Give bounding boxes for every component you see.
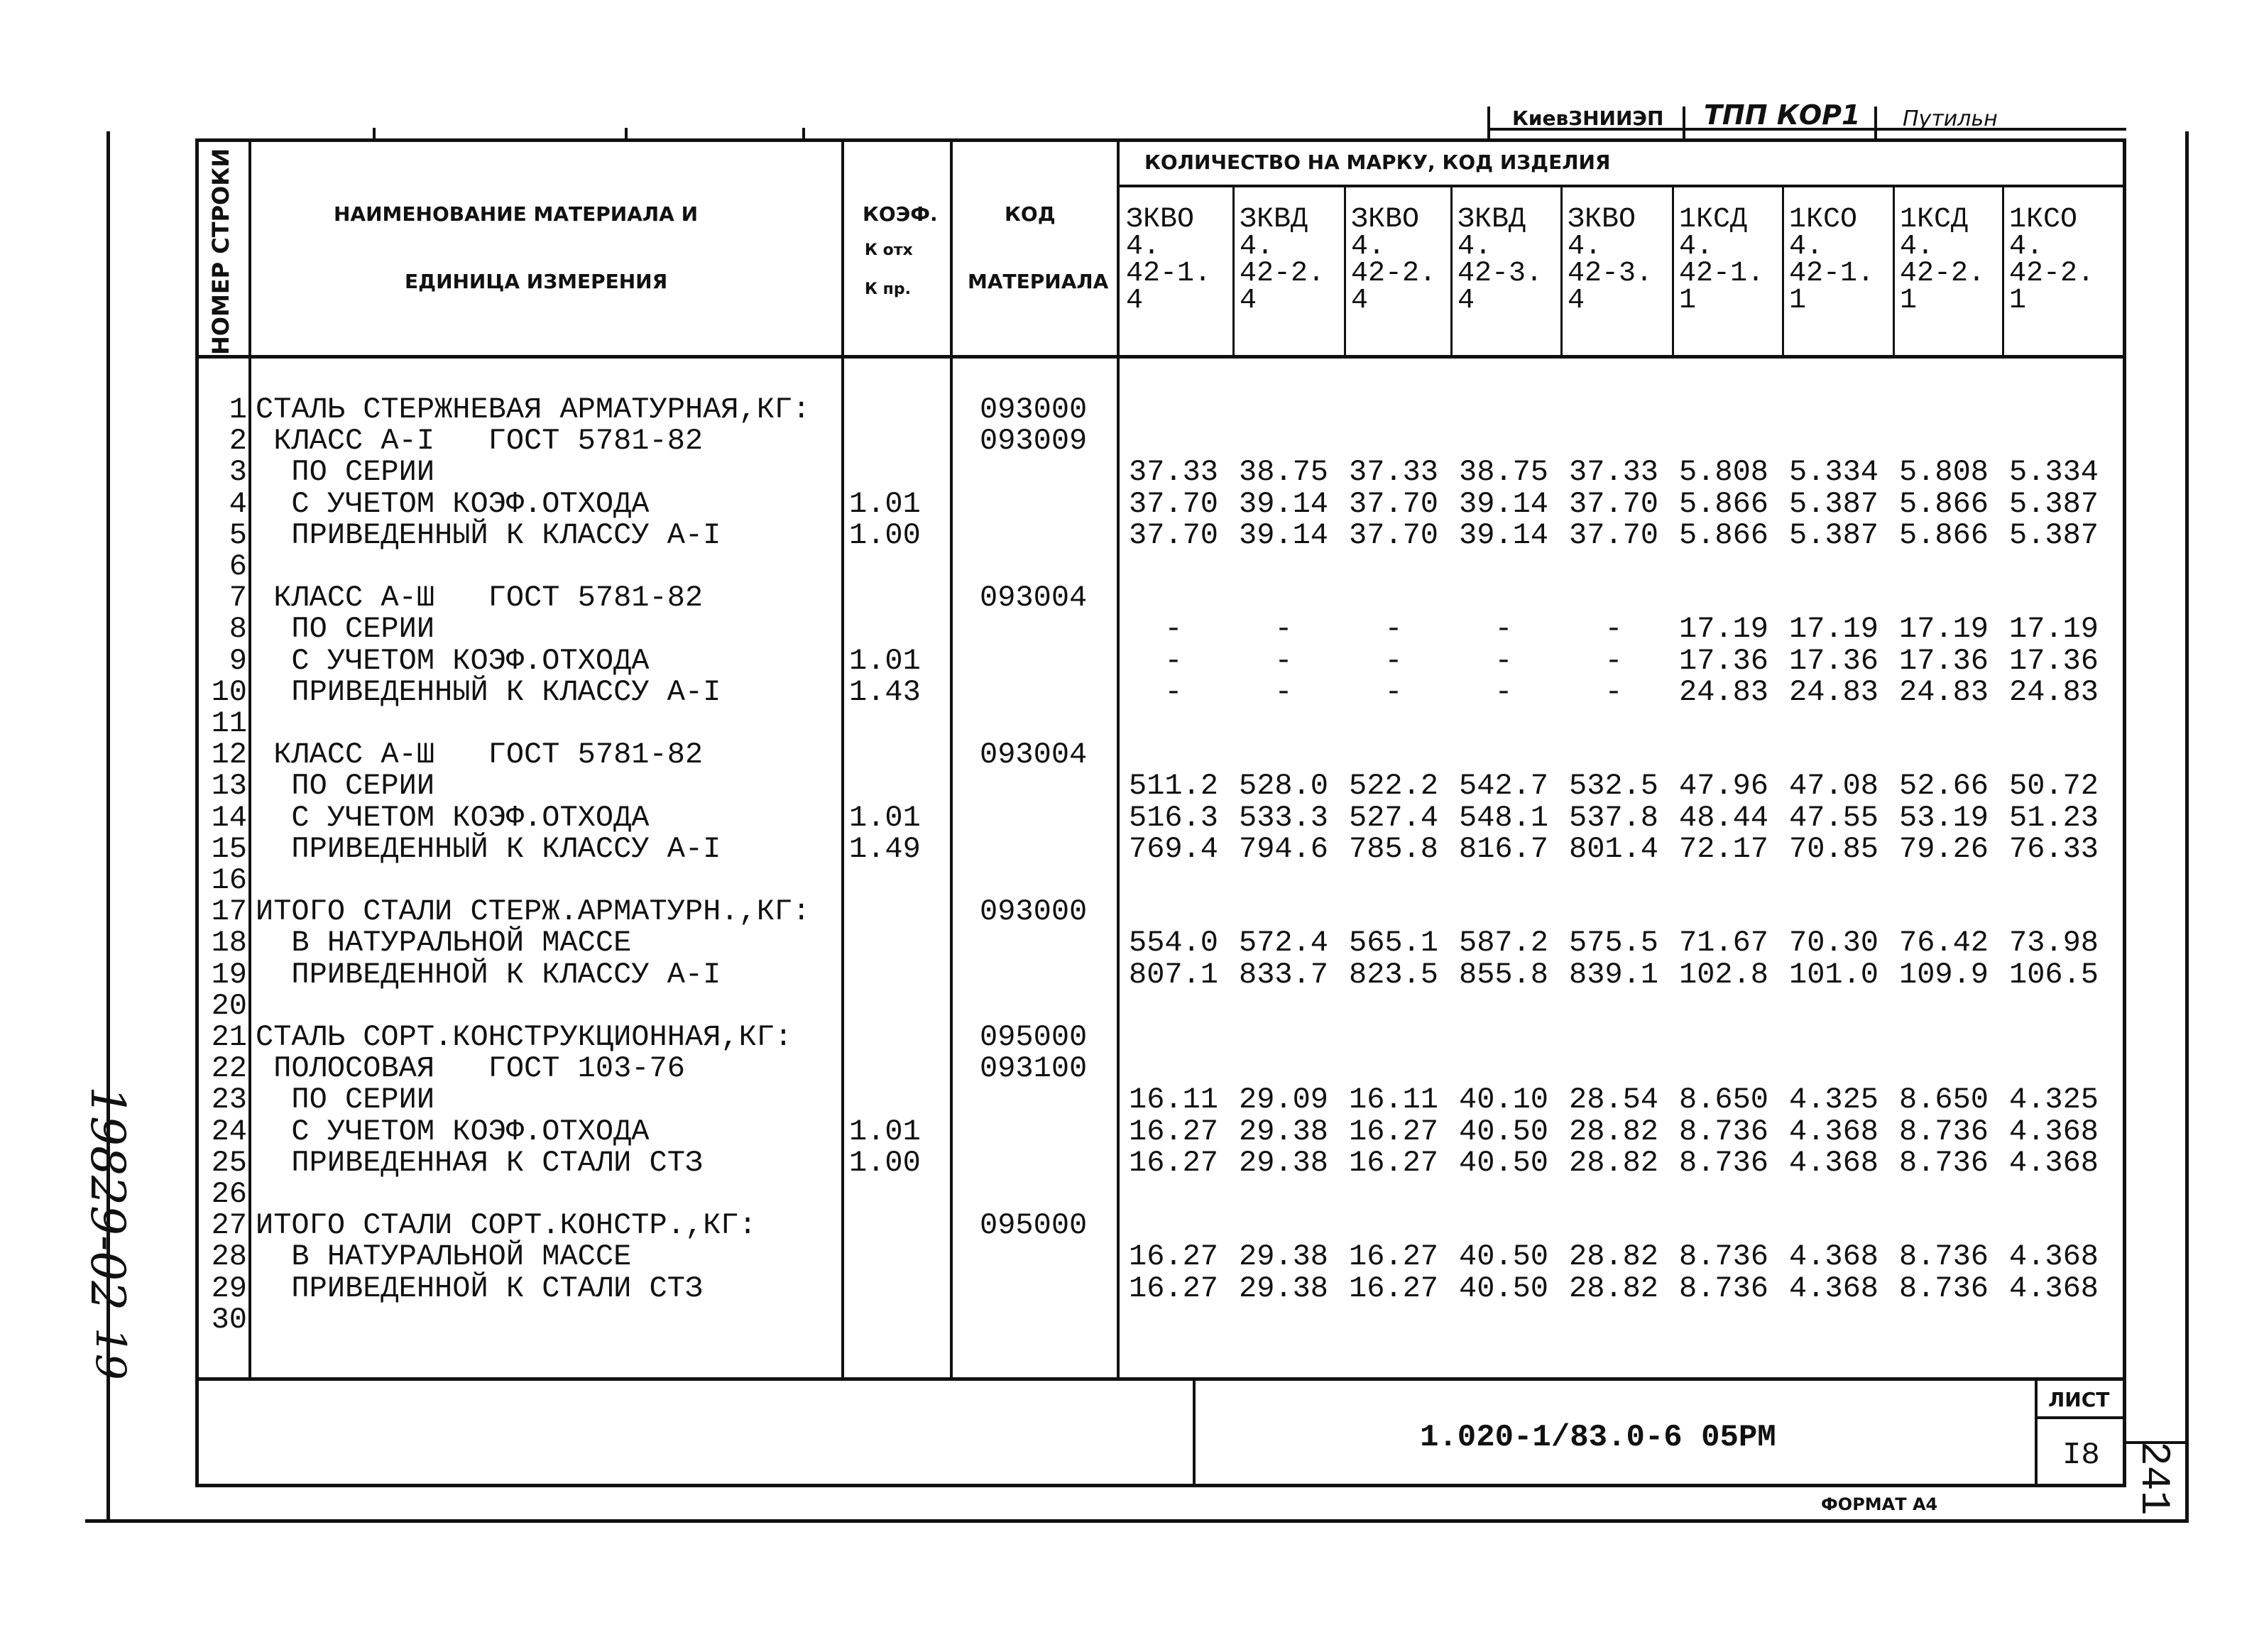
- row-number: 17: [211, 895, 247, 929]
- row-value: -: [1274, 644, 1293, 678]
- row-value: 37.70: [1568, 518, 1659, 552]
- row-number: 6: [229, 549, 247, 584]
- row-value: 17.19: [1788, 612, 1879, 646]
- row-value: 40.50: [1458, 1240, 1549, 1274]
- row-value: 40.50: [1458, 1271, 1549, 1306]
- row-value: 807.1: [1128, 958, 1219, 992]
- row-number: 1: [229, 393, 247, 427]
- row-value: 106.5: [2008, 958, 2099, 992]
- row-value: 8.736: [1898, 1115, 1989, 1149]
- row-coef: 1.01: [849, 1115, 921, 1149]
- row-material-code: 093000: [980, 895, 1088, 929]
- row-value: 8.736: [1898, 1240, 1989, 1274]
- header-code-line1: КОД: [1005, 202, 1056, 226]
- column-header-line: 4.: [2009, 231, 2044, 263]
- row-value: 39.14: [1458, 518, 1549, 552]
- row-value: 29.09: [1238, 1083, 1329, 1117]
- row-value: 101.0: [1788, 958, 1879, 992]
- row-material-code: 093000: [980, 393, 1088, 427]
- row-value: 816.7: [1458, 832, 1549, 866]
- row-coef: 1.00: [849, 518, 921, 552]
- row-value: 16.27: [1348, 1240, 1439, 1274]
- row-number: 30: [211, 1303, 247, 1337]
- row-number: 28: [211, 1240, 247, 1274]
- row-number: 24: [211, 1115, 247, 1149]
- row-value: -: [1384, 675, 1403, 709]
- row-value: -: [1164, 612, 1183, 646]
- row-label: В НАТУРАЛЬНОЙ МАССЕ: [256, 1240, 632, 1274]
- row-number: 2: [229, 424, 247, 458]
- column-header-line: 42-1.: [1789, 258, 1875, 290]
- row-number: 25: [211, 1146, 247, 1180]
- column-header-line: 4: [1458, 285, 1475, 317]
- row-value: 823.5: [1348, 958, 1439, 992]
- row-value: 565.1: [1348, 926, 1439, 960]
- header-name-line2: ЕДИНИЦА ИЗМЕРЕНИЯ: [405, 270, 668, 293]
- row-value: 5.334: [2008, 455, 2099, 489]
- row-value: 102.8: [1678, 958, 1769, 992]
- row-value: 5.866: [1678, 518, 1769, 552]
- row-value: 37.70: [1568, 487, 1659, 521]
- handwritten-page: 19: [87, 1328, 135, 1380]
- row-value: 16.27: [1128, 1146, 1219, 1180]
- row-value: 47.55: [1788, 801, 1879, 835]
- row-value: -: [1604, 644, 1623, 678]
- header-coef-line2: К отх: [865, 241, 913, 259]
- column-header-line: 4.: [1126, 231, 1161, 263]
- row-value: 4.368: [1788, 1115, 1879, 1149]
- row-label: ИТОГО СТАЛИ СОРТ.КОНСТР.,КГ:: [256, 1208, 757, 1242]
- row-value: -: [1494, 612, 1513, 646]
- header-code-line2: МАТЕРИАЛА: [968, 270, 1109, 293]
- row-value: 5.387: [2008, 518, 2099, 552]
- column-header-line: 42-1.: [1126, 258, 1212, 290]
- row-value: 16.27: [1348, 1146, 1439, 1180]
- row-label: С УЧЕТОМ КОЭФ.ОТХОДА: [256, 487, 650, 521]
- row-label: ПО СЕРИИ: [256, 455, 435, 489]
- column-header-line: 42-3.: [1458, 258, 1543, 290]
- header-row-number: НОМЕР СТРОКИ: [207, 148, 234, 355]
- row-coef: 1.43: [849, 675, 921, 709]
- row-label: СТАЛЬ СТЕРЖНЕВАЯ АРМАТУРНАЯ,КГ:: [256, 393, 811, 427]
- row-value: 16.27: [1128, 1115, 1219, 1149]
- column-header-line: 4: [1568, 285, 1585, 317]
- row-number: 13: [211, 769, 247, 803]
- column-header-line: 4: [1126, 285, 1144, 317]
- side-number: 241: [2130, 1441, 2176, 1516]
- row-value: 511.2: [1128, 769, 1219, 803]
- column-header-line: 4: [1240, 285, 1257, 317]
- row-number: 26: [211, 1177, 247, 1211]
- row-label: ПРИВЕДЕННЫЙ К КЛАССУ А-I: [256, 675, 721, 709]
- row-value: 29.38: [1238, 1146, 1329, 1180]
- row-label: ПО СЕРИИ: [256, 769, 435, 803]
- row-value: 8.736: [1898, 1271, 1989, 1306]
- column-header-line: 1: [1789, 285, 1807, 317]
- row-value: 4.368: [1788, 1240, 1879, 1274]
- row-label: С УЧЕТОМ КОЭФ.ОТХОДА: [256, 1115, 650, 1149]
- row-number: 4: [229, 487, 247, 521]
- row-coef: 1.49: [849, 832, 921, 866]
- row-value: 37.70: [1348, 518, 1439, 552]
- column-header-line: ЗКВО: [1568, 204, 1636, 236]
- row-value: 37.33: [1568, 455, 1659, 489]
- doc-code: 1.020-1/83.0-6 05РМ: [1420, 1420, 1776, 1455]
- row-value: 39.14: [1458, 487, 1549, 521]
- column-header-line: 1КСО: [2009, 204, 2078, 236]
- row-material-code: 093004: [980, 738, 1088, 772]
- header-coef-line1: КОЭФ.: [863, 202, 938, 226]
- row-material-code: 093100: [980, 1051, 1088, 1085]
- row-value: 53.19: [1898, 801, 1989, 835]
- row-value: 17.36: [1788, 644, 1879, 678]
- row-value: 24.83: [1788, 675, 1879, 709]
- stamp-sign: Путильн: [1903, 106, 1998, 131]
- row-value: 17.19: [2008, 612, 2099, 646]
- column-header-line: 4.: [1568, 231, 1602, 263]
- stamp-org: КиевЗНИИЭП: [1512, 106, 1664, 130]
- row-number: 20: [211, 989, 247, 1023]
- row-label: КЛАСС А-Ш ГОСТ 5781-82: [256, 581, 704, 615]
- row-value: 40.50: [1458, 1146, 1549, 1180]
- row-value: 4.368: [2008, 1115, 2099, 1149]
- row-value: -: [1384, 612, 1403, 646]
- row-value: 47.08: [1788, 769, 1879, 803]
- row-value: 17.19: [1678, 612, 1769, 646]
- row-label: ПО СЕРИИ: [256, 612, 435, 646]
- row-material-code: 095000: [980, 1020, 1088, 1054]
- row-label: С УЧЕТОМ КОЭФ.ОТХОДА: [256, 801, 650, 835]
- stamp-marks: ТПП КОР1: [1704, 99, 1861, 131]
- row-value: 16.27: [1128, 1240, 1219, 1274]
- row-number: 19: [211, 958, 247, 992]
- row-value: 801.4: [1568, 832, 1659, 866]
- row-number: 21: [211, 1020, 247, 1054]
- row-value: 785.8: [1348, 832, 1439, 866]
- sheet-number: I8: [2062, 1438, 2100, 1473]
- row-material-code: 093004: [980, 581, 1088, 615]
- row-value: 16.27: [1348, 1115, 1439, 1149]
- row-value: 17.36: [1678, 644, 1769, 678]
- column-header-line: 42-2.: [2009, 258, 2095, 290]
- row-value: 8.650: [1678, 1083, 1769, 1117]
- row-value: 8.736: [1678, 1146, 1769, 1180]
- column-header-line: 42-2.: [1900, 258, 1986, 290]
- row-value: 587.2: [1458, 926, 1549, 960]
- row-value: 48.44: [1678, 801, 1769, 835]
- row-value: 839.1: [1568, 958, 1659, 992]
- row-value: 40.10: [1458, 1083, 1549, 1117]
- row-value: 50.72: [2008, 769, 2099, 803]
- format-label: ФОРМАТ А4: [1821, 1494, 1938, 1514]
- sheet-label: ЛИСТ: [2048, 1388, 2110, 1411]
- row-value: 76.33: [2008, 832, 2099, 866]
- row-label: СТАЛЬ СОРТ.КОНСТРУКЦИОННАЯ,КГ:: [256, 1020, 793, 1054]
- row-value: 37.33: [1128, 455, 1219, 489]
- row-value: 8.736: [1898, 1146, 1989, 1180]
- row-value: -: [1274, 612, 1293, 646]
- row-value: 79.26: [1898, 832, 1989, 866]
- row-number: 5: [229, 518, 247, 552]
- row-value: -: [1384, 644, 1403, 678]
- row-value: 39.14: [1238, 518, 1329, 552]
- row-coef: 1.01: [849, 801, 921, 835]
- row-label: ИТОГО СТАЛИ СТЕРЖ.АРМАТУРН.,КГ:: [256, 895, 811, 929]
- row-number: 22: [211, 1051, 247, 1085]
- row-value: 5.866: [1678, 487, 1769, 521]
- row-value: -: [1164, 675, 1183, 709]
- row-value: 76.42: [1898, 926, 1989, 960]
- row-value: 16.27: [1348, 1271, 1439, 1306]
- column-header-line: 4.: [1240, 231, 1274, 263]
- column-header-line: 4.: [1900, 231, 1935, 263]
- row-coef: 1.01: [849, 644, 921, 678]
- row-value: -: [1604, 675, 1623, 709]
- row-number: 3: [229, 455, 247, 489]
- row-value: 47.96: [1678, 769, 1769, 803]
- row-value: 572.4: [1238, 926, 1329, 960]
- row-value: 24.83: [1678, 675, 1769, 709]
- row-value: 8.736: [1678, 1240, 1769, 1274]
- column-header-line: 42-3.: [1568, 258, 1653, 290]
- column-header-line: 4.: [1679, 231, 1714, 263]
- row-value: 533.3: [1238, 801, 1329, 835]
- handwritten-id: 19829-02: [80, 1086, 135, 1311]
- row-value: 5.808: [1678, 455, 1769, 489]
- row-value: 4.325: [1788, 1083, 1879, 1117]
- row-number: 9: [229, 644, 247, 678]
- row-value: 72.17: [1678, 832, 1769, 866]
- row-value: 575.5: [1568, 926, 1659, 960]
- column-header-line: 4: [1351, 285, 1369, 317]
- row-label: В НАТУРАЛЬНОЙ МАССЕ: [256, 926, 632, 960]
- row-label: ПРИВЕДЕННАЯ К СТАЛИ СТЗ: [256, 1146, 704, 1180]
- row-value: 28.82: [1568, 1240, 1659, 1274]
- row-label: ПО СЕРИИ: [256, 1083, 435, 1117]
- row-value: 769.4: [1128, 832, 1219, 866]
- row-value: 37.70: [1348, 487, 1439, 521]
- row-value: 40.50: [1458, 1115, 1549, 1149]
- row-value: 5.866: [1898, 518, 1989, 552]
- row-number: 8: [229, 612, 247, 646]
- row-label: ПРИВЕДЕННЫЙ К КЛАССУ А-I: [256, 832, 721, 866]
- row-value: 38.75: [1458, 455, 1549, 489]
- row-value: 37.70: [1128, 487, 1219, 521]
- column-header-line: ЗКВО: [1126, 204, 1195, 236]
- row-number: 27: [211, 1208, 247, 1242]
- row-value: 28.82: [1568, 1115, 1659, 1149]
- row-value: 8.736: [1678, 1115, 1769, 1149]
- column-header-line: 4.: [1351, 231, 1386, 263]
- row-value: 4.368: [1788, 1146, 1879, 1180]
- row-value: 4.325: [2008, 1083, 2099, 1117]
- row-value: 109.9: [1898, 958, 1989, 992]
- row-value: 4.368: [1788, 1271, 1879, 1306]
- row-value: 8.650: [1898, 1083, 1989, 1117]
- row-number: 23: [211, 1083, 247, 1117]
- row-value: 70.30: [1788, 926, 1879, 960]
- row-value: 73.98: [2008, 926, 2099, 960]
- row-value: 794.6: [1238, 832, 1329, 866]
- row-value: 4.368: [2008, 1146, 2099, 1180]
- row-value: 16.27: [1128, 1271, 1219, 1306]
- row-value: 16.11: [1348, 1083, 1439, 1117]
- row-number: 29: [211, 1271, 247, 1306]
- column-header-line: 1КСД: [1900, 204, 1969, 236]
- row-material-code: 095000: [980, 1208, 1088, 1242]
- row-value: 528.0: [1238, 769, 1329, 803]
- row-value: -: [1604, 612, 1623, 646]
- row-number: 15: [211, 832, 247, 866]
- column-header-line: ЗКВД: [1240, 204, 1308, 236]
- row-number: 11: [211, 706, 247, 740]
- row-value: 532.5: [1568, 769, 1659, 803]
- row-number: 18: [211, 926, 247, 960]
- row-number: 10: [211, 675, 247, 709]
- row-value: 28.82: [1568, 1271, 1659, 1306]
- column-header-line: 1КСД: [1679, 204, 1748, 236]
- column-header-line: ЗКВД: [1458, 204, 1526, 236]
- row-value: 855.8: [1458, 958, 1549, 992]
- column-header-line: ЗКВО: [1351, 204, 1420, 236]
- row-value: 17.36: [1898, 644, 1989, 678]
- row-value: 8.736: [1678, 1271, 1769, 1306]
- row-value: 17.36: [2008, 644, 2099, 678]
- header-qty: КОЛИЧЕСТВО НА МАРКУ, КОД ИЗДЕЛИЯ: [1144, 151, 1611, 174]
- row-value: 28.82: [1568, 1146, 1659, 1180]
- row-value: 516.3: [1128, 801, 1219, 835]
- column-header-line: 42-2.: [1351, 258, 1437, 290]
- column-header-line: 1: [1679, 285, 1697, 317]
- column-header-line: 1: [2009, 285, 2027, 317]
- header-coef-line3: К пр.: [865, 280, 911, 298]
- row-value: 548.1: [1458, 801, 1549, 835]
- column-header-line: 4.: [1789, 231, 1824, 263]
- row-value: 16.11: [1128, 1083, 1219, 1117]
- row-value: 29.38: [1238, 1271, 1329, 1306]
- column-header-line: 42-2.: [1240, 258, 1325, 290]
- row-value: 37.70: [1128, 518, 1219, 552]
- column-header-line: 42-1.: [1679, 258, 1765, 290]
- row-value: -: [1494, 644, 1513, 678]
- row-coef: 1.00: [849, 1146, 921, 1180]
- row-label: ПРИВЕДЕННОЙ К КЛАССУ А-I: [256, 958, 721, 992]
- row-value: 833.7: [1238, 958, 1329, 992]
- row-value: 39.14: [1238, 487, 1329, 521]
- row-number: 16: [211, 863, 247, 897]
- row-value: -: [1274, 675, 1293, 709]
- row-number: 12: [211, 738, 247, 772]
- row-value: 5.334: [1788, 455, 1879, 489]
- row-label: С УЧЕТОМ КОЭФ.ОТХОДА: [256, 644, 650, 678]
- row-value: 29.38: [1238, 1115, 1329, 1149]
- row-label: ПОЛОСОВАЯ ГОСТ 103-76: [256, 1051, 685, 1085]
- row-label: ПРИВЕДЕННЫЙ К КЛАССУ А-I: [256, 518, 721, 552]
- row-label: КЛАСС А-I ГОСТ 5781-82: [256, 424, 704, 458]
- row-value: 51.23: [2008, 801, 2099, 835]
- row-value: 37.33: [1348, 455, 1439, 489]
- row-value: 38.75: [1238, 455, 1329, 489]
- row-value: 5.387: [1788, 487, 1879, 521]
- row-value: 5.387: [2008, 487, 2099, 521]
- row-value: 29.38: [1238, 1240, 1329, 1274]
- row-label: ПРИВЕДЕННОЙ К СТАЛИ СТЗ: [256, 1271, 704, 1306]
- row-value: 17.19: [1898, 612, 1989, 646]
- row-number: 14: [211, 801, 247, 835]
- row-value: 5.387: [1788, 518, 1879, 552]
- row-label: КЛАСС А-Ш ГОСТ 5781-82: [256, 738, 704, 772]
- row-value: 24.83: [1898, 675, 1989, 709]
- row-value: 4.368: [2008, 1240, 2099, 1274]
- row-value: 542.7: [1458, 769, 1549, 803]
- row-value: 554.0: [1128, 926, 1219, 960]
- column-header-line: 1: [1900, 285, 1918, 317]
- row-value: 522.2: [1348, 769, 1439, 803]
- column-header-line: 1КСО: [1789, 204, 1858, 236]
- row-value: 52.66: [1898, 769, 1989, 803]
- row-material-code: 093009: [980, 424, 1088, 458]
- row-value: 5.866: [1898, 487, 1989, 521]
- row-value: 70.85: [1788, 832, 1879, 866]
- row-value: 527.4: [1348, 801, 1439, 835]
- row-value: 4.368: [2008, 1271, 2099, 1306]
- row-number: 7: [229, 581, 247, 615]
- header-name-line1: НАИМЕНОВАНИЕ МАТЕРИАЛА И: [334, 202, 699, 226]
- column-header-line: 4.: [1458, 231, 1492, 263]
- row-value: 5.808: [1898, 455, 1989, 489]
- row-value: -: [1164, 644, 1183, 678]
- row-value: 24.83: [2008, 675, 2099, 709]
- row-value: 71.67: [1678, 926, 1769, 960]
- row-value: -: [1494, 675, 1513, 709]
- row-coef: 1.01: [849, 487, 921, 521]
- row-value: 28.54: [1568, 1083, 1659, 1117]
- row-value: 537.8: [1568, 801, 1659, 835]
